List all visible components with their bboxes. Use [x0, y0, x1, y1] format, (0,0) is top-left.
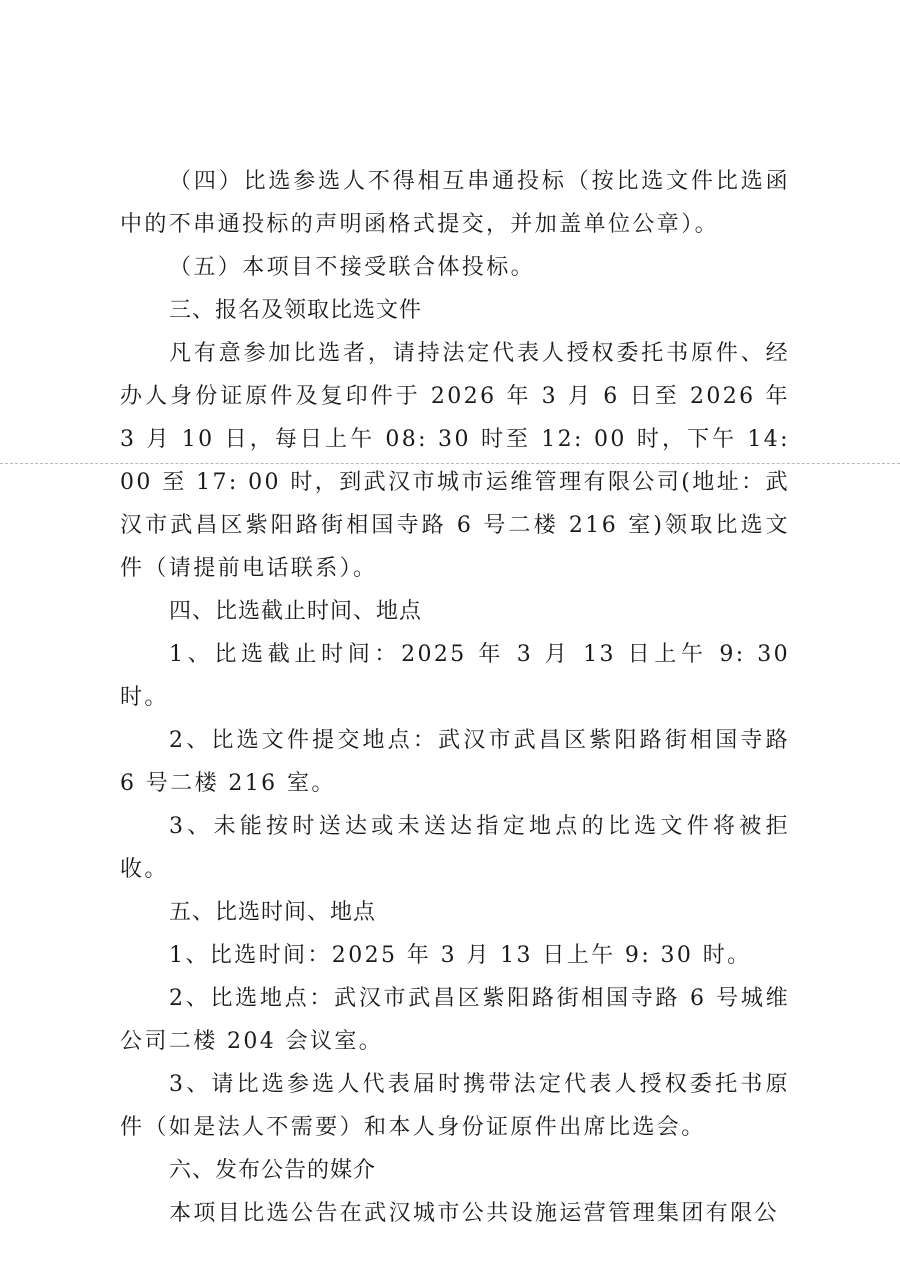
- paragraph-representative: 3、请比选参选人代表届时携带法定代表人授权委托书原件（如是法人不需要）和本人身份证原件出席比选会。: [120, 1072, 790, 1140]
- paragraph-deadline-time: 1、比选截止时间：2025 年 3 月 13 日上午 9: 30 时。: [120, 642, 790, 710]
- paragraph-registration: 凡有意参加比选者，请持法定代表人授权委托书原件、经办人身份证原件及复印件于 2026 年 3 月 6 日至 2026 年 3 月 10 日，每日上午 08: 30 时至 12: 00 时，下午 14: 00 至 17: 00 时，到武汉市城市运维管理有限公司(地址：武汉市武昌区紫阳路街相国寺路 6 号二楼 216 室)领取比选文件（请提前电话联系）。: [120, 341, 790, 581]
- paragraph-condition-five: （五）本项目不接受联合体投标。: [169, 255, 536, 280]
- paragraph-media: 本项目比选公告在武汉城市公共设施运营管理集团有限公: [169, 1201, 780, 1226]
- document-body: [120, 160, 790, 1235]
- section-heading-registration: 三、报名及领取比选文件: [169, 298, 423, 323]
- paragraph-selection-location: 2、比选地点：武汉市武昌区紫阳路街相国寺路 6 号城维公司二楼 204 会议室。: [120, 986, 790, 1054]
- paragraph-condition-four: （四）比选参选人不得相互串通投标（按比选文件比选函中的不串通投标的声明函格式提交，并加盖单位公章）。: [120, 169, 790, 237]
- paragraph-late-rejection: 3、未能按时送达或未送达指定地点的比选文件将被拒收。: [120, 814, 790, 882]
- paragraph-selection-time: 1、比选时间：2025 年 3 月 13 日上午 9: 30 时。: [169, 943, 752, 968]
- section-heading-deadline: 四、比选截止时间、地点: [169, 599, 423, 624]
- section-heading-selection: 五、比选时间、地点: [169, 900, 377, 925]
- section-heading-media: 六、发布公告的媒介: [169, 1158, 377, 1183]
- paragraph-submission-location: 2、比选文件提交地点：武汉市武昌区紫阳路街相国寺路 6 号二楼 216 室。: [120, 728, 790, 796]
